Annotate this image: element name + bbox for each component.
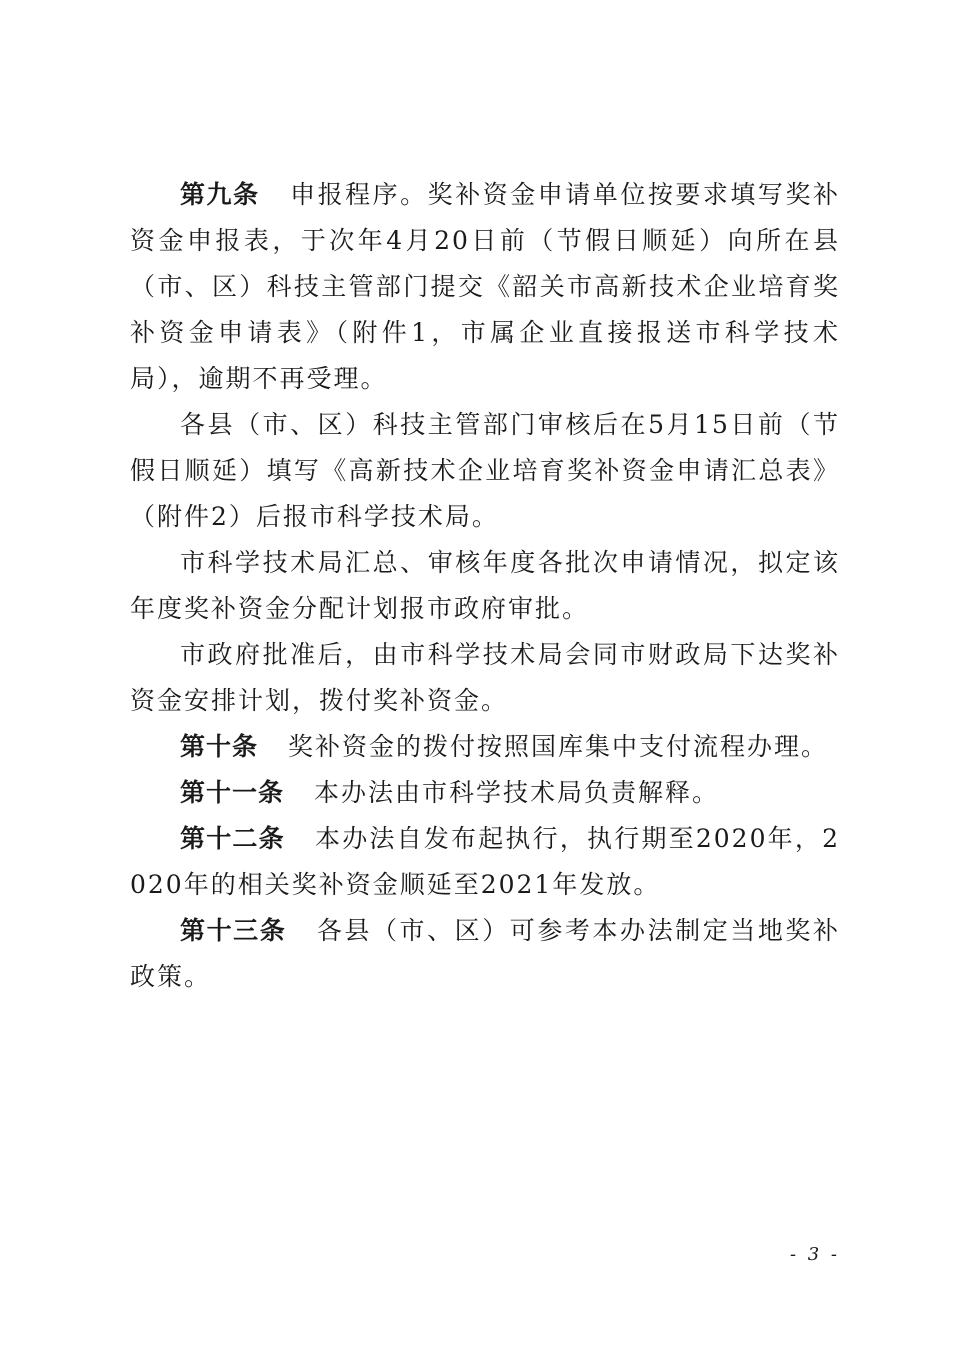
article-11-paragraph: [130, 770, 840, 816]
paragraph-text: 各县（市、区）科技主管部门审核后在5月15日前（节假日顺延）填写《高新技术企业培育奖补资金申请汇总表》（附件2）后报市科学技术局。: [130, 410, 840, 531]
article-10-paragraph: [130, 724, 840, 770]
article-9-paragraph: [130, 172, 840, 402]
paragraph-text: 市科学技术局汇总、审核年度各批次申请情况，拟定该年度奖补资金分配计划报市政府审批。: [130, 548, 840, 623]
article-label: 第十条: [180, 732, 259, 761]
article-9-paragraph-2: [130, 402, 840, 540]
article-12-paragraph: [130, 816, 840, 908]
article-label: 第十一条: [180, 778, 285, 807]
article-label: 第十三条: [180, 916, 287, 945]
paragraph-text: 本办法由市科学技术局负责解释。: [314, 778, 720, 807]
article-label: 第九条: [180, 180, 260, 209]
article-9-paragraph-4: [130, 632, 840, 724]
article-label: 第十二条: [180, 824, 285, 853]
paragraph-text: 市政府批准后，由市科学技术局会同市财政局下达奖补资金安排计划，拨付奖补资金。: [130, 640, 840, 715]
paragraph-text: 各县（市、区）可参考本办法制定当地奖补政策。: [130, 916, 840, 991]
document-body: [130, 172, 840, 1000]
paragraph-text: 奖补资金的拨付按照国库集中支付流程办理。: [288, 732, 829, 761]
article-9-paragraph-3: [130, 540, 840, 632]
paragraph-text: 申报程序。奖补资金申请单位按要求填写奖补资金申报表，于次年4月20日前（节假日顺延）向所在县（市、区）科技主管部门提交《韶关市高新技术企业培育奖补资金申请表》（附件1，市属企业直接报送市科学技术局），逾期不再受理。: [130, 180, 840, 393]
paragraph-text: 本办法自发布起执行，执行期至2020年，2020年的相关奖补资金顺延至2021年发放。: [130, 824, 840, 899]
page-number: - 3 -: [789, 1244, 840, 1265]
article-13-paragraph: [130, 908, 840, 1000]
